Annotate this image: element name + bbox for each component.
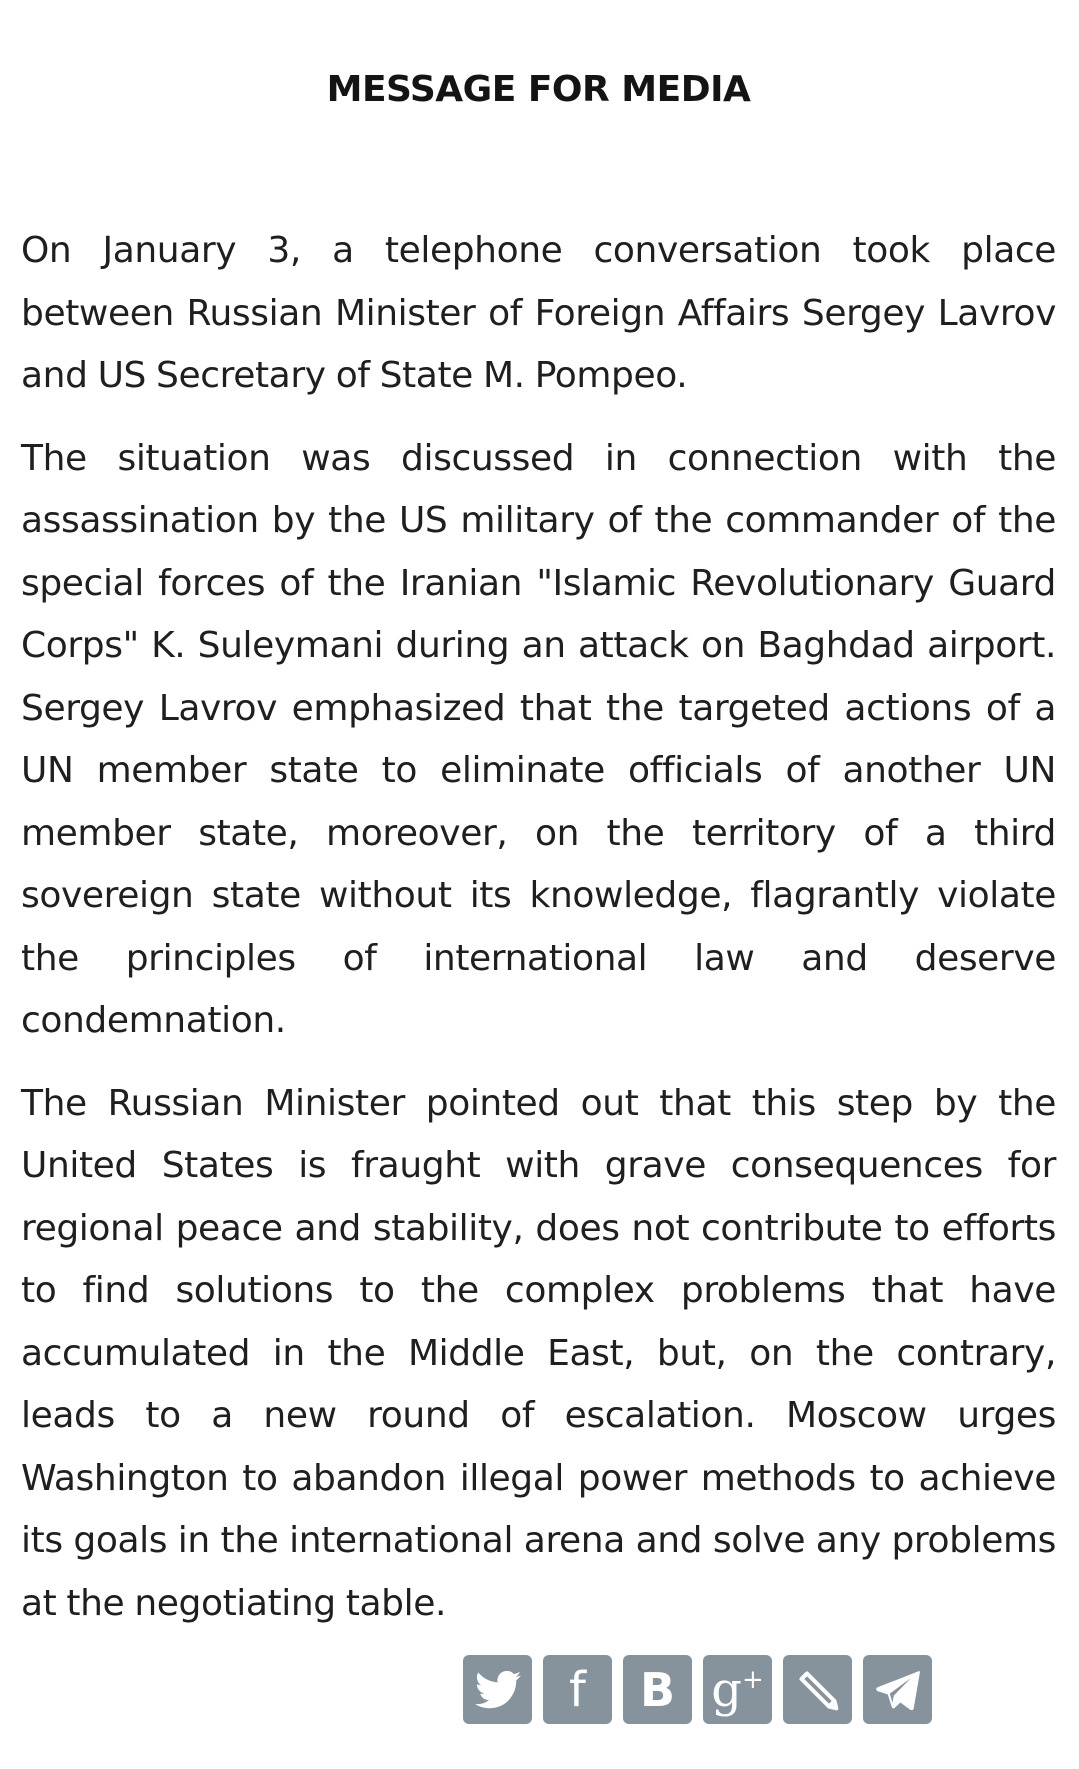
share-vkontakte-button[interactable]	[623, 1655, 692, 1724]
article-paragraph: The Russian Minister pointed out that this step by the United States is fraught with grave consequences for regional peace and stability, does not contribute to efforts to find solutions to the complex problems that have accumulated in the Middle East, but, on the contrary, leads to a new round of escalation. Moscow urges Washington to abandon illegal power methods to achieve its goals in the international arena and solve any problems at the negotiating table.	[21, 1082, 1056, 1624]
livejournal-icon	[796, 1668, 840, 1712]
article-body	[21, 220, 1056, 1635]
google-plus-icon: g+	[711, 1661, 764, 1718]
share-google-plus-button[interactable]	[703, 1655, 772, 1724]
twitter-icon	[475, 1670, 521, 1710]
share-bar	[463, 1655, 932, 1724]
page-title: MESSAGE FOR MEDIA	[326, 69, 751, 110]
page	[21, 0, 1056, 1655]
share-facebook-button[interactable]	[543, 1655, 612, 1724]
article-paragraph: The situation was discussed in connection with the assassination by the US military of the commander of the special forces of the Iranian "Islamic Revolutionary Guard Corps" K. Suleymani during an attack on Baghdad airport. Sergey Lavrov emphasized that the targeted actions of a UN member state to eliminate officials of another UN member state, moreover, on the territory of a third sovereign state without its knowledge, flagrantly violate the principles of international law and deserve condemnation.	[21, 437, 1056, 1041]
share-livejournal-button[interactable]	[783, 1655, 852, 1724]
share-telegram-button[interactable]	[863, 1655, 932, 1724]
telegram-icon	[876, 1670, 920, 1710]
share-twitter-button[interactable]	[463, 1655, 532, 1724]
vkontakte-icon: B	[639, 1662, 676, 1717]
facebook-icon: f	[569, 1661, 586, 1718]
article-paragraph: On January 3, a telephone conversation took place between Russian Minister of Foreign Affairs Sergey Lavrov and US Secretary of State M. Pompeo.	[21, 230, 1056, 396]
